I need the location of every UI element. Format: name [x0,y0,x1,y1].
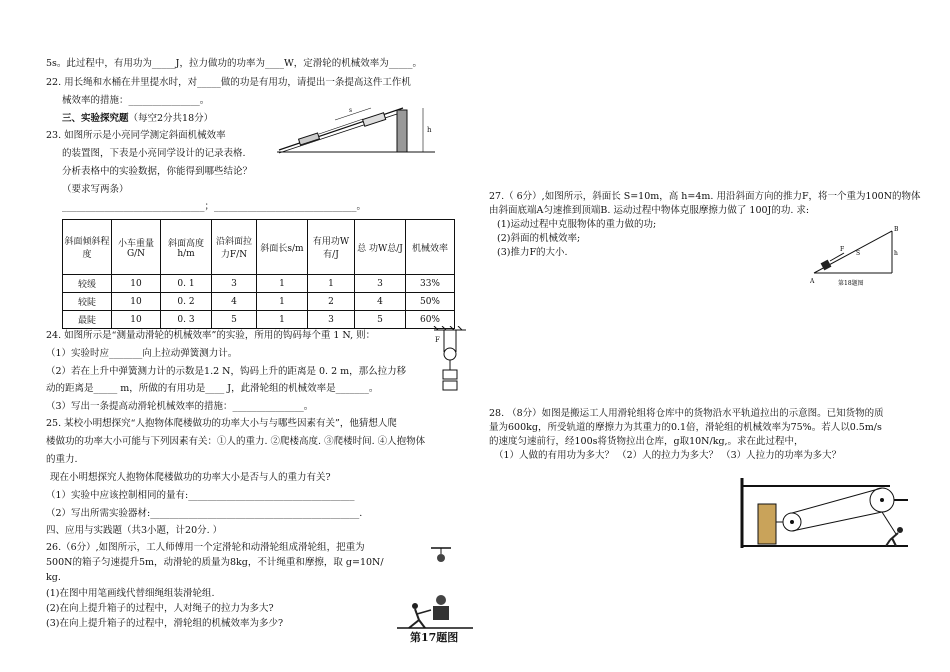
table-cell: 较陡 [63,293,112,311]
q27-line1: 27.（ 6分）,如图所示，斜面长 S=10m，高 h=4m. 用沿斜面方向的推力F，将一个重为100N的物体 [489,191,921,202]
table-cell: 3 [212,275,257,293]
q21-continued: 5s。此过程中，有用功为_____J，拉力做功的功率为____W，定滑轮的机械效率为_____。 [46,58,422,69]
q27-line4: (2)斜面的机械效率; [497,233,581,244]
table-row [63,293,455,311]
q28-line2: 量为600kg，所受轨道的摩擦力为其重力的0.1倍，滑轮组的机械效率为75%。若人以0.5m/s [489,422,882,433]
q26-line1: 26.（6分）,如图所示，工人师傅用一个定滑轮和动滑轮组成滑轮组，把重为 [46,542,365,553]
warehouse-pulley-figure [740,478,910,550]
label-f: F [840,246,845,253]
section4-heading: 四、应用与实践题（共3小题，计20分. ） [46,525,223,536]
table-header-row [63,220,455,275]
th-force: 沿斜面拉力F/N [212,220,257,275]
q25-line3: 的重力. [46,454,78,465]
table-cell: 10 [112,293,161,311]
worker-pulley-figure [395,540,475,636]
q26-line3: kg. [46,572,61,583]
table-cell: 10 [112,311,161,329]
table-cell: 0. 2 [161,293,212,311]
table-cell: 3 [308,311,355,329]
section3-heading [62,113,213,125]
th-useful-work: 有用功W有/J [308,220,355,275]
force-label: F [435,336,440,344]
experiment-table [62,219,455,329]
label-a: A [810,278,815,285]
table-cell: 0. 3 [161,311,212,329]
th-length: 斜面长s/m [257,220,308,275]
q25-line5: （1）实验中应该控制相同的量有:___________________________________ [46,490,355,501]
q28-line1: 28. （8分）如图是搬运工人用滑轮组将仓库中的货物沿水平轨道拉出的示意图。已知货物的质 [489,408,884,419]
table-cell: 2 [308,293,355,311]
table-cell: 4 [212,293,257,311]
incline-experiment-figure [275,100,445,158]
q24-line3: （2）若在上升中弹簧测力计的示数是1.2 N，钩码上升的距离是 0. 2 m，那么拉力移 [46,366,407,377]
figure18-caption: 第18题图 [838,280,864,287]
q27-line3: (1)运动过程中克服物体的重力做的功; [497,219,657,230]
q25-line4: 现在小明想探究人抱物体爬楼做功的功率大小是否与人的重力有关? [50,472,331,483]
table-cell: 5 [212,311,257,329]
table-cell: 1 [257,293,308,311]
svg-text:h: h [427,126,432,134]
dynamic-pulley-figure [432,326,468,398]
q28-line4: （1）人做的有用功为多大？ （2）人的拉力为多大？ （3）人拉力的功率为多大？ [494,450,842,461]
q23-answer-blank: ______________________________；______________________________。 [62,201,367,212]
th-incline: 斜面倾斜程度 [63,220,112,275]
table-row [63,311,455,329]
q25-line1: 25. 某校小明想探究“人抱物体爬楼做功的功率大小与与哪些因素有关”，他猜想人爬 [46,418,397,429]
q26-line2: 500N的箱子匀速提升5m，动滑轮的质量为8kg，不计绳重和摩擦，取 g=10N/ [46,557,384,568]
th-weight: 小车重量G/N [112,220,161,275]
th-total-work: 总 功W总/J [355,220,406,275]
q25-line2: 楼做功的功率大小可能与下列因素有关：①人的重力. ②爬楼高度. ③爬楼时间. ④人抱物体 [46,436,426,447]
table-cell: 1 [257,275,308,293]
label-b: B [894,226,899,233]
figure17-caption: 第17题图 [410,631,459,644]
table-cell: 3 [355,275,406,293]
q23-line2: 的装置图，下表是小亮同学设计的记录表格. [62,148,246,159]
q27-line5: (3)推力F的大小. [497,247,568,258]
q24-line4: 动的距离是_____ m，所做的有用功是____ J，此滑轮组的机械效率是_______。 [46,383,379,394]
th-efficiency: 机械效率 [406,220,455,275]
q23-line4: （要求写两条） [62,184,129,195]
q26-line5: (2)在向上提升箱子的过程中，人对绳子的拉力为多大? [46,603,274,614]
table-row [63,275,455,293]
table-cell: 4 [355,293,406,311]
label-h: h [894,250,898,257]
q28-line3: 的速度匀速前行，经100s将货物拉出仓库，g取10N/kg,。求在此过程中， [489,436,804,447]
q24-line5: （3）写出一条提高动滑轮机械效率的措施：_______________。 [46,401,314,412]
table-cell: 0. 1 [161,275,212,293]
label-s: S [856,250,861,257]
table-cell: 33% [406,275,455,293]
table-cell: 较缓 [63,275,112,293]
svg-text:s: s [349,107,353,114]
q27-line2: 由斜面底端A匀速推到顶端B. 运动过程中物体克服摩擦力做了 100J的功. 求: [489,205,810,216]
q26-line6: (3)在向上提升箱子的过程中，滑轮组的机械效率为多少? [46,618,284,629]
q24-line2: （1）实验时应_______向上拉动弹簧测力计。 [46,348,238,359]
q23-line1: 23. 如图所示是小亮同学测定斜面机械效率 [46,130,226,141]
table-cell: 10 [112,275,161,293]
table-cell: 1 [257,311,308,329]
table-cell: 1 [308,275,355,293]
q23-line3: 分析表格中的实验数据，你能得到哪些结论？ [62,166,253,177]
incline-figure [810,225,900,287]
q22-line1: 22. 用长绳和水桶在井里提水时，对_____做的功是有用功，请提出一条提高这件工作机 [46,77,411,88]
q24-line1: 24. 如图所示是“测量动滑轮的机械效率”的实验，所用的钩码每个重 1 N, 则： [46,330,376,341]
section3-title: 三、实验探究题 [62,113,129,124]
table-cell: 60% [406,311,455,329]
table-cell: 50% [406,293,455,311]
q25-line6: （2）写出所需实验器材:____________________________________________. [46,508,363,519]
th-height: 斜面高度h/m [161,220,212,275]
table-cell: 最陡 [63,311,112,329]
table-cell: 5 [355,311,406,329]
q26-line4: (1)在图中用笔画线代替细绳组装滑轮组. [46,588,215,599]
q22-line2: 械效率的措施：_______________。 [62,95,210,106]
section3-score: （每空2分共18分） [128,113,214,124]
